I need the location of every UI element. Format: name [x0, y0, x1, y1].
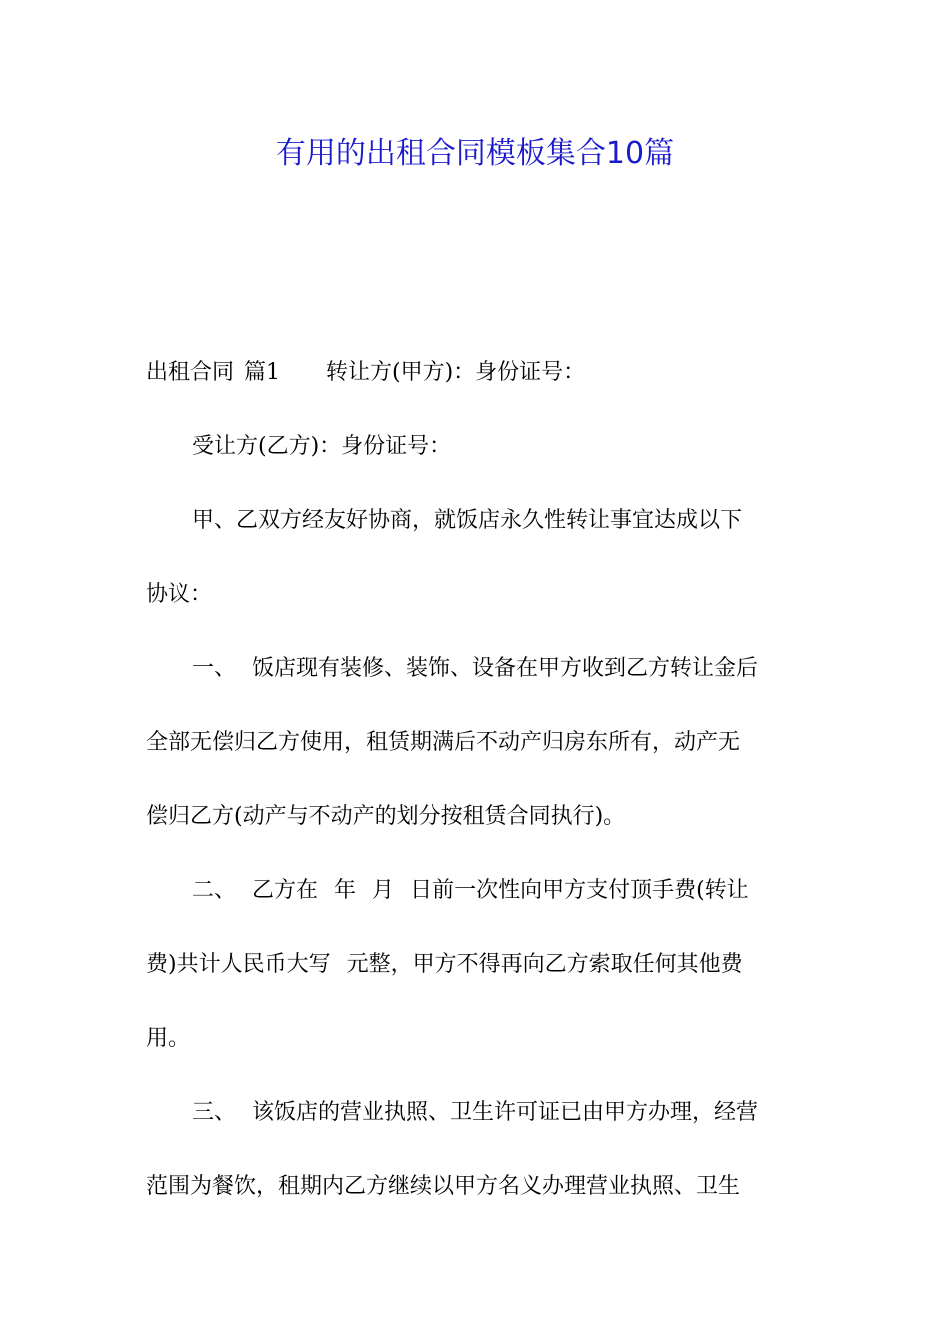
transferor-line: 转让方(甲方)：身份证号：	[326, 360, 586, 385]
clause-text-2b: 日前一次性向甲方支付顶手费(转让	[410, 878, 749, 903]
paragraph-line-1	[146, 336, 806, 410]
clause-text-3: 该饭店的营业执照、卫生许可证已由甲方办理，经营	[252, 1100, 759, 1125]
blank-year: 年	[334, 878, 357, 903]
clause-number-1: 一、	[192, 656, 237, 681]
clause-text-1: 饭店现有装修、装饰、设备在甲方收到乙方转让金后	[252, 656, 759, 681]
paragraph-line-9	[146, 928, 806, 1002]
paragraph-line-12: 范围为餐饮，租期内乙方继续以甲方名义办理营业执照、卫生	[146, 1174, 741, 1199]
paragraph-line-7: 偿归乙方(动产与不动产的划分按租赁合同执行)。	[146, 804, 626, 829]
paragraph-line-6: 全部无偿归乙方使用，租赁期满后不动产归房东所有，动产无	[146, 730, 741, 755]
paragraph-line-10: 用。	[146, 1026, 191, 1051]
article-number: 篇1	[244, 360, 281, 385]
document-title	[0, 128, 950, 180]
document-body	[146, 336, 806, 1224]
paragraph-line-8	[146, 854, 806, 928]
clause-number-2: 二、	[192, 878, 237, 903]
paragraph-line-3: 甲、乙双方经友好协商，就饭店永久性转让事宜达成以下	[192, 508, 743, 533]
clause-number-3: 三、	[192, 1100, 237, 1125]
paragraph-line-11	[146, 1076, 806, 1150]
clause-text-2a: 乙方在	[252, 878, 319, 903]
contract-label: 出租合同	[146, 360, 235, 385]
document-title-text: 有用的出租合同模板集合10篇	[275, 136, 675, 171]
paragraph-line-5	[146, 632, 806, 706]
paragraph-line-4: 协议：	[146, 582, 213, 607]
fee-text-a: 费)共计人民币大写	[146, 952, 331, 977]
fee-text-b: 元整，甲方不得再向乙方索取任何其他费	[346, 952, 743, 977]
paragraph-line-2: 受让方(乙方)：身份证号：	[192, 434, 452, 459]
blank-month: 月	[372, 878, 395, 903]
